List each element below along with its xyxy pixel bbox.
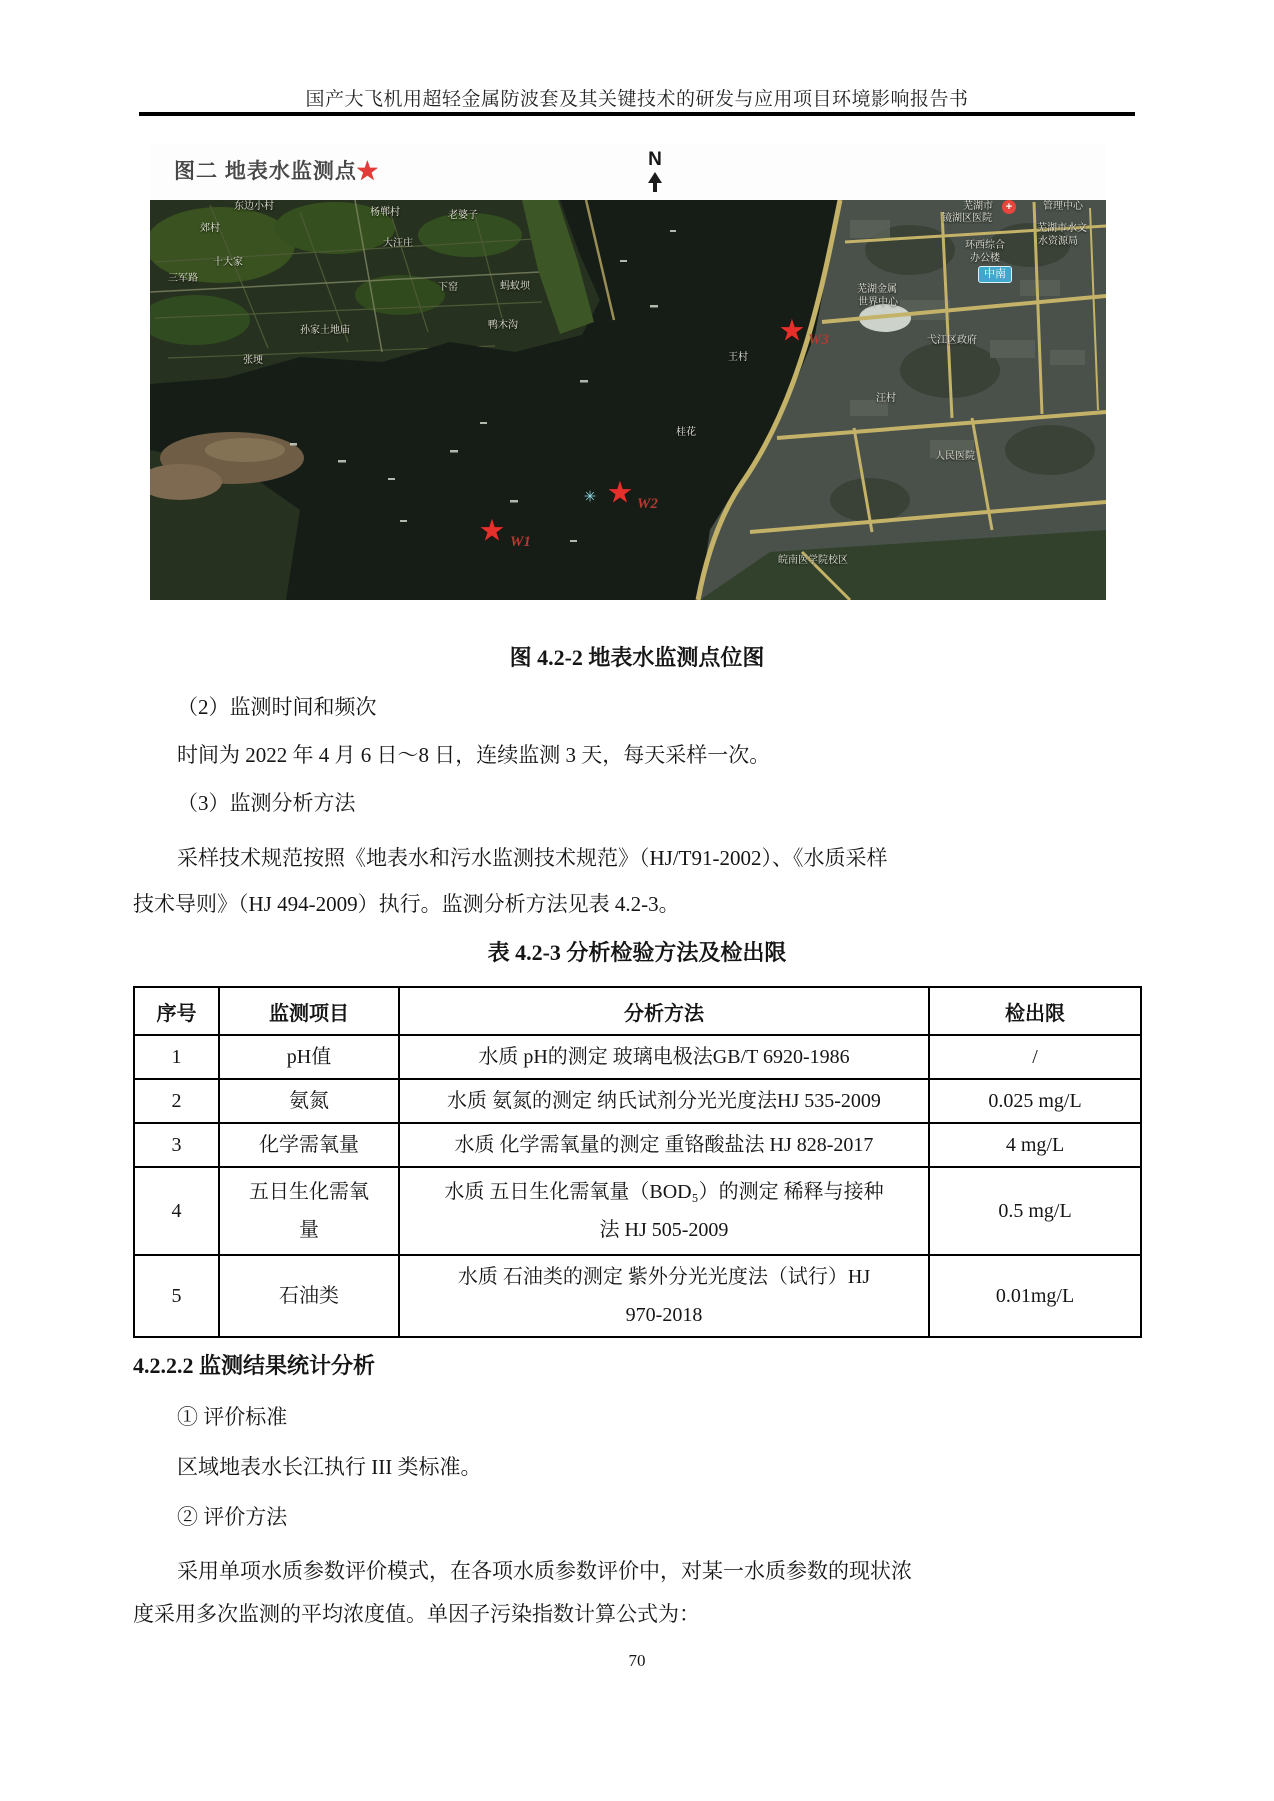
map-place-label: 十大家	[213, 257, 243, 268]
cell-method-line: 水质 氨氮的测定 纳氏试剂分光光度法HJ 535-2009	[447, 1090, 881, 1112]
paragraph-eval-method-line1: 采用单项水质参数评价模式，在各项水质参数评价中，对某一水质参数的现状浓	[177, 1559, 912, 1583]
paragraph-eval-standard: 区域地表水长江执行 III 类标准。	[177, 1455, 482, 1479]
table-row	[134, 1123, 1141, 1167]
map-place-label: 老婆子	[448, 210, 478, 221]
cell-method	[399, 1035, 929, 1079]
map-place-label: 弋江区政府	[927, 335, 977, 346]
map-place-label: 芜湖市水文	[1037, 223, 1087, 234]
map-place-label: 汪村	[876, 393, 896, 404]
cell-method-line: 水质 pH的测定 玻璃电极法GB/T 6920-1986	[478, 1046, 850, 1068]
table-row	[134, 1167, 1141, 1255]
map-place-label: 王村	[728, 352, 748, 363]
monitoring-star-icon-w3	[779, 317, 806, 347]
hospital-cross-icon	[1002, 200, 1016, 214]
cell-item-line: 化学需氧量	[259, 1134, 359, 1156]
col-header-limit: 检出限	[929, 987, 1141, 1035]
map-title-text: 图二 地表水监测点	[174, 160, 357, 183]
zhongnan-badge: 中南	[978, 266, 1012, 283]
cell-limit: /	[929, 1035, 1141, 1079]
map-place-label: 张埂	[243, 355, 263, 366]
monitoring-star-label-w3: W3	[808, 332, 829, 348]
monitoring-star-label-w2: W2	[637, 496, 658, 512]
map-place-label: 下窑	[438, 282, 458, 293]
table-title: 表 4.2-3 分析检验方法及检出限	[487, 940, 787, 965]
map-place-label: 孙家土地庙	[300, 325, 350, 336]
monitoring-star-icon-w2	[607, 479, 634, 509]
col-header-no: 序号	[134, 987, 219, 1035]
map-place-label: 桂花	[676, 427, 696, 438]
map-place-label: 管理中心	[1043, 201, 1083, 212]
section-heading: 4.2.2.2 监测结果统计分析	[133, 1353, 376, 1378]
map-place-label: 皖南医学院校区	[778, 555, 848, 566]
cell-no: 4	[134, 1167, 219, 1255]
paragraph-monitoring-time: 时间为 2022 年 4 月 6 日～8 日，连续监测 3 天，每天采样一次。	[177, 743, 771, 767]
map-place-label: 东边小村	[234, 201, 274, 212]
map-place-label: 世界中心	[858, 297, 898, 308]
north-arrow-icon	[648, 172, 662, 183]
map-place-label: 办公楼	[970, 253, 1000, 264]
map-place-label: 芜湖市	[963, 201, 993, 212]
paragraph-eval-method-heading: ② 评价方法	[177, 1505, 288, 1529]
legend-star-icon	[357, 160, 379, 183]
cell-method-line: 水质 石油类的测定 紫外分光光度法（试行）HJ	[457, 1266, 871, 1288]
cell-limit: 0.025 mg/L	[929, 1079, 1141, 1123]
cell-no: 1	[134, 1035, 219, 1079]
page-number: 70	[628, 1651, 646, 1670]
map-terrain-svg	[150, 200, 1106, 600]
col-header-item: 监测项目	[219, 987, 399, 1035]
map-place-label: 环西综合	[965, 240, 1005, 251]
cell-item-line: 五日生化需氧	[249, 1181, 369, 1203]
map-header-strip	[150, 143, 1106, 200]
figure-caption: 图 4.2-2 地表水监测点位图	[509, 645, 765, 670]
map-place-label: 大汪庄	[383, 238, 413, 249]
monitoring-map-figure	[150, 143, 1106, 600]
cell-item-line: pH值	[286, 1046, 332, 1068]
map-title	[174, 155, 379, 185]
cell-item	[219, 1079, 399, 1123]
cell-method	[399, 1079, 929, 1123]
paragraph-sampling-spec-line2: 技术导则》（HJ 494-2009）执行。监测分析方法见表 4.2-3。	[133, 892, 680, 916]
col-header-method: 分析方法	[399, 987, 929, 1035]
map-place-label: 人民医院	[935, 451, 975, 462]
cyan-marker-icon	[584, 491, 597, 506]
cell-item	[219, 1123, 399, 1167]
cell-method-line: 法 HJ 505-2009	[599, 1219, 729, 1241]
cell-item-line: 量	[299, 1219, 319, 1241]
table-row	[134, 1255, 1141, 1337]
cell-method	[399, 1167, 929, 1255]
paragraph-monitoring-time-heading: （2）监测时间和频次	[177, 695, 377, 719]
north-label: N	[648, 149, 662, 170]
north-arrow-stem	[653, 183, 657, 192]
cell-method-line: 970-2018	[625, 1304, 703, 1326]
table-row	[134, 1079, 1141, 1123]
cell-item-line: 石油类	[279, 1285, 339, 1307]
cell-item-line: 氨氮	[289, 1090, 329, 1112]
cell-method	[399, 1255, 929, 1337]
cell-method-line: 水质 五日生化需氧量（BOD₅）的测定 稀释与接种	[444, 1181, 884, 1203]
map-place-label: 三军路	[168, 273, 198, 284]
header-rule	[139, 112, 1135, 116]
table-header-row	[134, 987, 1141, 1035]
cell-no: 3	[134, 1123, 219, 1167]
analysis-method-table	[133, 986, 1142, 1338]
table-row	[134, 1035, 1141, 1079]
cell-item	[219, 1255, 399, 1337]
north-indicator	[642, 150, 668, 192]
paragraph-analysis-method-heading: （3）监测分析方法	[177, 791, 356, 815]
monitoring-star-icon-w1	[479, 517, 506, 547]
map-place-label: 水资源局	[1038, 236, 1078, 247]
cell-limit: 0.5 mg/L	[929, 1167, 1141, 1255]
map-place-label: 鸭木沟	[488, 320, 518, 331]
cell-method	[399, 1123, 929, 1167]
cell-method-line: 水质 化学需氧量的测定 重铬酸盐法 HJ 828-2017	[454, 1134, 874, 1156]
cell-item	[219, 1035, 399, 1079]
paragraph-sampling-spec-line1: 采样技术规范按照《地表水和污水监测技术规范》（HJ/T91-2002）、《水质采样	[177, 846, 888, 870]
cell-no: 5	[134, 1255, 219, 1337]
map-place-label: 杨郸村	[370, 207, 400, 218]
map-place-label: 郊村	[200, 223, 220, 234]
map-place-label: 芜湖金属	[857, 284, 897, 295]
map-place-label: 蚂蚁坝	[500, 281, 530, 292]
cell-limit: 4 mg/L	[929, 1123, 1141, 1167]
page-header-title: 国产大飞机用超轻金属防波套及其关键技术的研发与应用项目环境影响报告书	[305, 89, 969, 110]
paragraph-eval-method-line2: 度采用多次监测的平均浓度值。单因子污染指数计算公式为：	[133, 1602, 700, 1626]
cell-limit: 0.01mg/L	[929, 1255, 1141, 1337]
map-place-label: 镜湖区医院	[942, 213, 992, 224]
paragraph-eval-standard-heading: ① 评价标准	[177, 1405, 288, 1429]
cell-item	[219, 1167, 399, 1255]
satellite-map	[150, 200, 1106, 600]
cell-no: 2	[134, 1079, 219, 1123]
monitoring-star-label-w1: W1	[510, 534, 531, 550]
